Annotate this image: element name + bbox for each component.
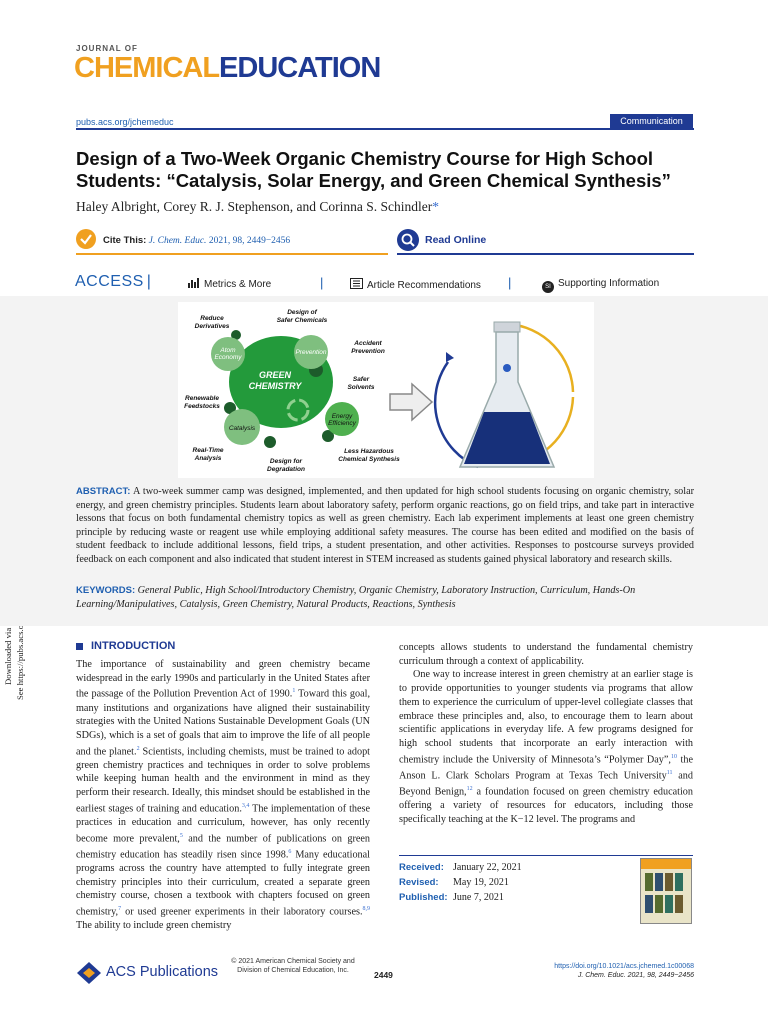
intro-paragraph-2: One way to increase interest in green chemistry at an earlier stage is to provide opportunities to younger students via programs that allow them to experience the curriculum of upper-level collegiate classes that embrace these principles and, also, to encourage them to learn about scientific applications in everyday life. A few programs designed for high school students that incorporate an early interaction with chemistry include the University of Minnesota’s “Polymer Day”,$^{10}$ the Anson L. Clark Scholars Program at Texas Tech University$^{11}$ and Beyond Benign,$^{12}$ a foundation focused on green chemistry education offering a variety of resources for educators, including those specifically teaching at the K−12 level. The programs and	[399, 669, 693, 825]
fig-label-accident: Accident Prevention	[351, 340, 385, 355]
journal-logo-top: JOURNAL OF	[76, 44, 138, 53]
abstract-label: ABSTRACT:	[76, 486, 131, 497]
intro-left-column	[76, 658, 370, 933]
journal-cover-thumbnail[interactable]	[640, 858, 692, 924]
section-heading-introduction: INTRODUCTION	[76, 640, 175, 652]
cite-details[interactable]: 2021, 98, 2449−2456	[208, 236, 291, 246]
separator: |	[320, 275, 324, 290]
citation-ref[interactable]: 3,4	[241, 802, 250, 809]
journal-url-link[interactable]: pubs.acs.org/jchemeduc	[76, 117, 174, 127]
publication-dates: Received: January 22, 2021 Revised: May 19, 2021 Published: June 7, 2021	[399, 862, 522, 903]
cite-this[interactable]	[103, 235, 290, 246]
page-number: 2449	[374, 970, 393, 980]
citation-ref[interactable]: 5	[179, 832, 183, 839]
cite-journal[interactable]: J. Chem. Educ.	[148, 236, 207, 246]
fig-label-green: GREEN	[258, 370, 292, 380]
authors-text: Haley Albright, Corey R. J. Stephenson, and Corinna S. Schindler	[76, 199, 433, 214]
node	[264, 436, 276, 448]
fig-label-safer-solvents: Safer Solvents	[347, 376, 375, 391]
fig-label-realtime: Real-Time Analysis	[192, 447, 224, 462]
keywords	[76, 584, 694, 611]
footer-citation: J. Chem. Educ. 2021, 98, 2449−2456	[577, 972, 694, 979]
citation-ref[interactable]: 10	[670, 753, 677, 760]
journal-logo[interactable]	[74, 52, 380, 85]
acs-publications-logo[interactable]: ACS Publications	[106, 964, 219, 980]
citation-ref[interactable]: 7	[118, 905, 122, 912]
fig-label-atom: Atom Economy	[214, 347, 242, 361]
separator: |	[508, 275, 512, 290]
abstract-text: A two-week summer camp was designed, implemented, and then updated for high school students focusing on organic chemistry, solar energy, and green chemistry principles. Students learn about laboratory safety, perform organic reactions, go on field trips, and take part in interactive lessons that focus on both fundamental chemistry topics as well as green chemistry. Each lab experiment implements at least one green chemistry principle by reducing waste or reagent use while employing additional safety measures. The course has been edited and modified on the basis of student feedback to include additional lessons, field trips, a student presentation, and other activities. Responses to postcourse surveys provided feedback on each component and also indicated that student interest in STEM increased as students gained physical laboratory and research skills.	[76, 486, 695, 565]
citation-ref[interactable]: 11	[666, 769, 673, 776]
citation-ref[interactable]: 8,9	[362, 905, 370, 912]
toc-graphic[interactable]	[178, 302, 594, 478]
supporting-information-link[interactable]: SI Supporting Information	[542, 278, 659, 293]
access-label: ACCESS |	[75, 273, 152, 290]
fig-label-reduce: Reduce Derivatives	[194, 315, 230, 330]
citation-ref[interactable]: 6	[288, 848, 292, 855]
published-date: June 7, 2021	[453, 892, 504, 903]
article-title: Design of a Two-Week Organic Chemistry Course for High School Students: “Catalysis, Solar Energy, and Green Chemical Synthesis”	[76, 148, 671, 191]
author-list	[76, 199, 439, 215]
article-type-badge: Communication	[610, 114, 693, 128]
cite-label: Cite This:	[103, 235, 147, 246]
fig-label-catalysis: Catalysis	[228, 425, 256, 432]
keywords-label: KEYWORDS:	[76, 585, 136, 596]
read-online-icon	[397, 229, 419, 251]
read-online-button[interactable]: Read Online	[425, 234, 487, 246]
journal-logo-part2: EDUCATION	[219, 52, 381, 84]
intro-paragraph-1: The importance of sustainability and green chemistry became widespread in the early 1990s and particularly in the United States after the passage of the Pollution Prevention Act of 1990.$^1$ Toward this goal, many institutions and organizations have aligned their sustainability strategies with the United Nations Sustainable Development Goals (UN SDGs), which is a set of goals that aim to improve the life of all people and the planet.$^2$ Scientists, including chemists, must be trained to adopt green chemistry practices and techniques in order to solve problems while keeping human health and the environment in mind as they perform their research. Ideally, this mindset should be established in the earliest stages of training and education.$^{3,4}$ The implementation of these practices in education and curriculum, however, has only recently become more prevalent,$^5$ and the number of publications on green chemistry education has steadily risen since 1998.$^6$ Many educational programs across the country have attempted to fully integrate green chemistry principles into their curriculum, created a separate green chemistry course, chosen a textbook with chapters focused on green chemistry,$^7$ or used greener experiments in their laboratory courses.$^{8,9}$ The ability to include green chemistry	[76, 659, 371, 931]
intro-paragraph-1-continued: concepts allows students to understand the fundamental chemistry curriculum through a context of applicability.	[399, 642, 693, 667]
fig-label-degradation: Design for Degradation	[267, 458, 305, 473]
fig-label-less-hazardous: Less Hazardous Chemical Synthesis	[338, 448, 400, 463]
fig-label-prevention: Prevention	[295, 349, 327, 356]
revised-date: May 19, 2021	[453, 877, 509, 888]
document-icon	[350, 278, 363, 289]
fig-label-chemistry: CHEMISTRY	[248, 381, 302, 391]
keywords-text: General Public, High School/Introductory Chemistry, Organic Chemistry, Laboratory Instruction, Curriculum, Hands-On Learning/Manipulatives, Catalysis, Green Chemistry, Natural Products, Reactions, Synthesis	[76, 585, 636, 610]
intro-right-column	[399, 641, 693, 826]
journal-logo-part1: CHEMICAL	[74, 52, 220, 84]
article-recommendations-link[interactable]: Article Recommendations	[350, 278, 481, 291]
corresponding-author-mark[interactable]: *	[432, 199, 439, 214]
abstract	[76, 485, 694, 567]
acs-logo-icon	[76, 961, 102, 985]
flask-icon	[460, 322, 554, 467]
citation-ref[interactable]: 12	[466, 785, 473, 792]
copyright: © 2021 American Chemical Society and Division of Chemical Education, Inc.	[231, 958, 355, 974]
fig-label-renewable: Renewable Feedstocks	[184, 395, 220, 410]
arrow-right-icon	[390, 384, 432, 420]
dates-rule	[399, 855, 693, 856]
bar-chart-icon	[188, 278, 200, 288]
citation-ref[interactable]: 1	[292, 688, 296, 695]
citation-ref[interactable]: 2	[136, 745, 140, 752]
received-date: January 22, 2021	[453, 862, 522, 873]
fig-label-energy: Energy Efficiency	[328, 413, 356, 427]
fig-label-safer-chem: Design of Safer Chemicals	[276, 309, 328, 324]
footer-doi	[520, 962, 694, 980]
header-rule	[76, 128, 694, 130]
doi-link[interactable]: https://doi.org/10.1021/acs.jchemed.1c00068	[554, 963, 694, 970]
si-icon: SI	[542, 281, 554, 293]
metrics-link[interactable]: Metrics & More	[188, 278, 271, 290]
check-icon	[76, 229, 96, 249]
